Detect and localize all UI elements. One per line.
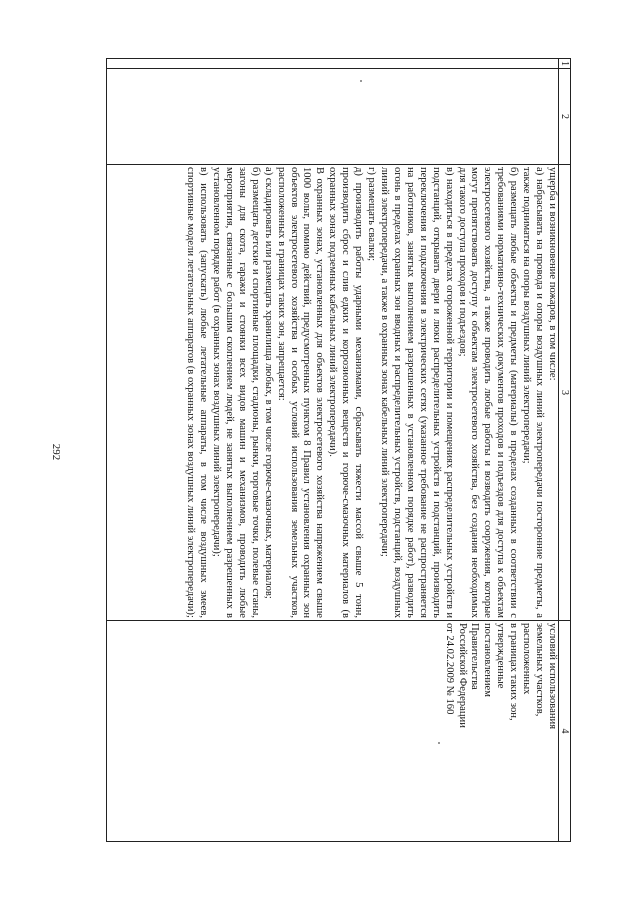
data-table: [106, 58, 571, 842]
text-paragraph: в) использовать (запускать) любые летательные аппараты, в том числе воздушных змеев, спортивные модели летательных аппаратов (в охранных зонах воздушных линий электропередачи);: [185, 167, 210, 618]
text-paragraph: г) размещать свалки;: [366, 167, 378, 262]
text-line: в границах таких зон,: [508, 623, 520, 721]
table-row: [107, 59, 559, 842]
page-number: 292: [50, 443, 62, 461]
text-line: условий использования: [547, 623, 558, 730]
text-paragraph: в) находиться в пределах огороженной территории и помещениях распределительных устройств и подстанций, открывать двери и люки распределительных устройств и подстанций, производить переключения и подключения в электрических сетях (указанное требование не распространяется на работников, занятых выполнением разрешенных в установленном порядке работ), разводить огонь в пределах охранных зон вводных и распределительных устройств, подстанций, воздушных линий электропередачи, а также в охранных зонах кабельных линий электропередачи;: [379, 167, 455, 618]
cell-col4-text: [107, 621, 559, 842]
cell-col3-text: [107, 165, 559, 621]
text-paragraph: а) набрасывать на провода и опоры воздушных линий электропередачи посторонние предметы, а также подниматься на опоры воздушных линий электропередачи;: [521, 167, 546, 618]
text-line: Российской Федерации: [456, 623, 468, 728]
text-line: расположенных: [521, 623, 533, 695]
header-cell-2: 2: [559, 69, 571, 165]
text-line: земельных участков,: [534, 623, 546, 717]
text-paragraph: д) производить работы ударными механизмами, сбрасывать тяжести массой свыше 5 тонн, производить сброс и слив едких и коррозионных веществ и горюче-смазочных материалов (в охранных зонах подземных кабельных линий электропередачи).: [327, 167, 365, 618]
cell-col2: [107, 69, 559, 165]
table-header-row: [559, 59, 571, 842]
text-paragraph: В охранных зонах, установленных для объектов электросетевого хозяйства напряжением свыше 1000 вольт, помимо действий, предусмотренных пунктом 8 Правил установления охранных зон объектов электросетевого хозяйства и особых условий использования земельных участков, расположенных в границах таких зон, запрещается:: [275, 167, 326, 618]
rotated-table-container: [106, 58, 571, 841]
header-cell-1: 1: [559, 59, 571, 69]
text-line: постановлением: [482, 623, 494, 697]
header-cell-4: 4: [559, 621, 571, 842]
text-line: утвержденные: [495, 623, 507, 689]
text-paragraph: б) размещать любые объекты и предметы (материалы) в пределах созданных в соответствии с требованиями нормативно-технических документов проходов и подъездов для доступа к объектам электросетевого хозяйства, а также проводить любые работы и возводить сооружения, которые могут препятствовать доступу к объектам электросетевого хозяйства, без создания необходимых для такого доступа проходов и подъездов;: [456, 167, 520, 618]
text-paragraph: б) размещать детские и спортивные площадки, стадионы, рынки, торговые точки, полевые станы, загоны для скота, гаражи и стоянки всех видов машин и механизмов, проводить любые мероприятия, связанные с большим скоплением людей, не занятых выполнением разрешенных в установленном порядке работ (в охранных зонах воздушных линий электропередачи);: [211, 167, 261, 618]
text-paragraph: ущерба и возникновение пожаров, в том числе:: [547, 167, 558, 381]
cell-col1: [107, 59, 559, 69]
header-cell-3: 3: [559, 165, 571, 621]
text-paragraph: а) складировать или размещать хранилища любых, в том числе горюче-смазочных, материалов;: [262, 167, 274, 599]
text-line: Правительства: [469, 623, 481, 690]
text-line: от 24.02.2009 № 160: [443, 623, 455, 715]
